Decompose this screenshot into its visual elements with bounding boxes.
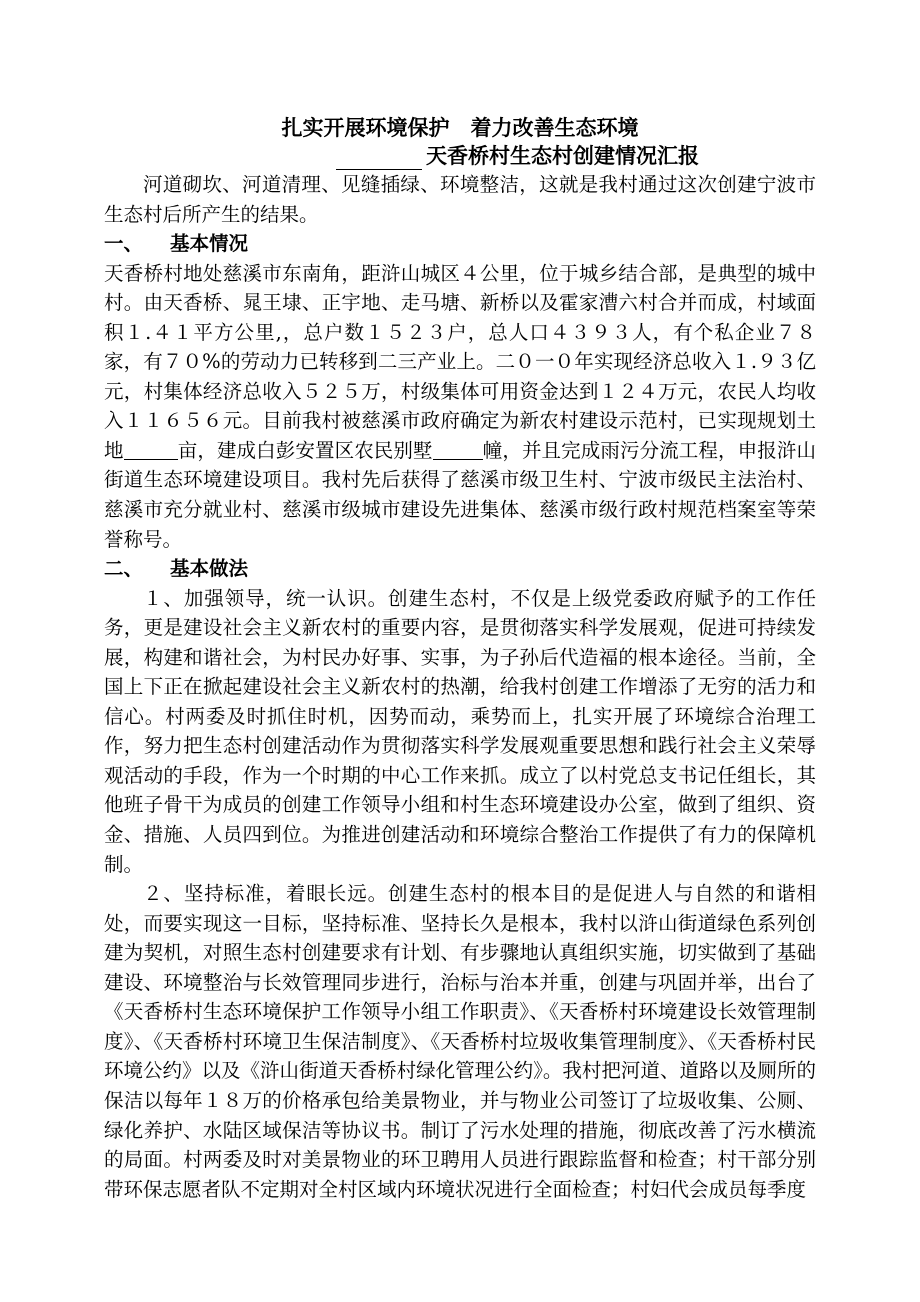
document-subtitle (336, 142, 699, 170)
section1-text-part1: 天香桥村地处慈溪市东南角，距浒山城区４公里，位于城乡结合部，是典型的城中村。由天香桥、晁王埭、正宇地、走马塘、新桥以及霍家漕六村合并而成，村域面积１.４１平方公里,，总户数１５２３户，总人口４３９３人，有个私企业７８家，有７０%的劳动力已转移到二三产业上。二０一０年实现经济总收入１.９３亿元，村集体经济总收入５２５万，村级集体可用资金达到１２４万元，农民人均收入１１６５６元。目前我村被慈溪市政府确定为新农村建设示范村，已实现规划土地 (104, 261, 816, 462)
section1-text-part3: 幢，并且完成雨污分流工程，申报浒山街道生态环境建设项目。我村先后获得了慈溪市级卫生村、宁波市级民主法治村、慈溪市充分就业村、慈溪市级城市建设先进集体、慈溪市级行政村规范档案室等荣誉称号。 (104, 438, 816, 551)
section2-paragraph-1: １、加强领导，统一认识。创建生态村，不仅是上级党委政府赋予的工作任务，更是建设社会主义新农村的重要内容，是贯彻落实科学发展观，促进可持续发展，构建和谐社会，为村民办好事、实事，为子孙后代造福的根本途径。当前，全国上下正在掀起建设社会主义新农村的热潮，给我村创建工作增添了无穷的活力和信心。村两委及时抓住时机，因势而动，乘势而上，扎实开展了环境综合治理工作，努力把生态村创建活动作为贯彻落实科学发展观重要思想和践行社会主义荣辱观活动的手段，作为一个时期的中心工作来抓。成立了以村党总支书记任组长，其他班子骨干为成员的创建工作领导小组和村生态环境建设办公室，做到了组织、资金、措施、人员四到位。为推进创建活动和环境综合整治工作提供了有力的保障机制。 (104, 586, 816, 876)
section-number-2: 二、 (104, 557, 144, 581)
intro-paragraph: 河道砌坎、河道清理、见缝插绿、环境整洁，这就是我村通过这次创建宁波市生态村后所产生的结果。 (104, 173, 816, 226)
section-title-2: 基本做法 (170, 557, 249, 581)
subtitle-text: 天香桥村生态村创建情况汇报 (426, 143, 699, 168)
section-heading-1 (104, 229, 816, 259)
document-body (104, 170, 816, 1204)
section-heading-2 (104, 554, 816, 584)
subtitle-blank-line (336, 149, 422, 170)
document-title: 扎实开展环境保护 着力改善生态环境 (281, 115, 639, 140)
blank-line-villas (433, 439, 483, 460)
blank-line-area (124, 439, 178, 460)
section-number-1: 一、 (104, 232, 144, 256)
section1-text-part2: 亩，建成白彭安置区农民别墅 (177, 438, 433, 462)
section2-paragraph-2: ２、坚持标准，着眼长远。创建生态村的根本目的是促进人与自然的和谐相处，而要实现这一目标，坚持标准、坚持长久是根本，我村以浒山街道绿色系列创建为契机，对照生态村创建要求有计划、有步骤地认真组织实施，切实做到了基础建设、环境整治与长效管理同步进行，治标与治本并重，创建与巩固并举，出台了《天香桥村生态环境保护工作领导小组工作职责》、《天香桥村环境建设长效管理制度》、《天香桥村环境卫生保洁制度》、《天香桥村垃圾收集管理制度》、《天香桥村民环境公约》以及《浒山街道天香桥村绿化管理公约》。我村把河道、道路以及厕所的保洁以每年１８万的价格承包给美景物业，并与物业公司签订了垃圾收集、公厕、绿化养护、水陆区域保洁等协议书。制订了污水处理的措施，彻底改善了污水横流的局面。村两委及时对美景物业的环卫聘用人员进行跟踪监督和检查；村干部分别带环保志愿者队不定期对全村区域内环境状况进行全面检查；村妇代会成员每季度 (104, 882, 816, 1201)
section-title-1: 基本情况 (170, 232, 249, 256)
section1-paragraph (104, 259, 816, 554)
